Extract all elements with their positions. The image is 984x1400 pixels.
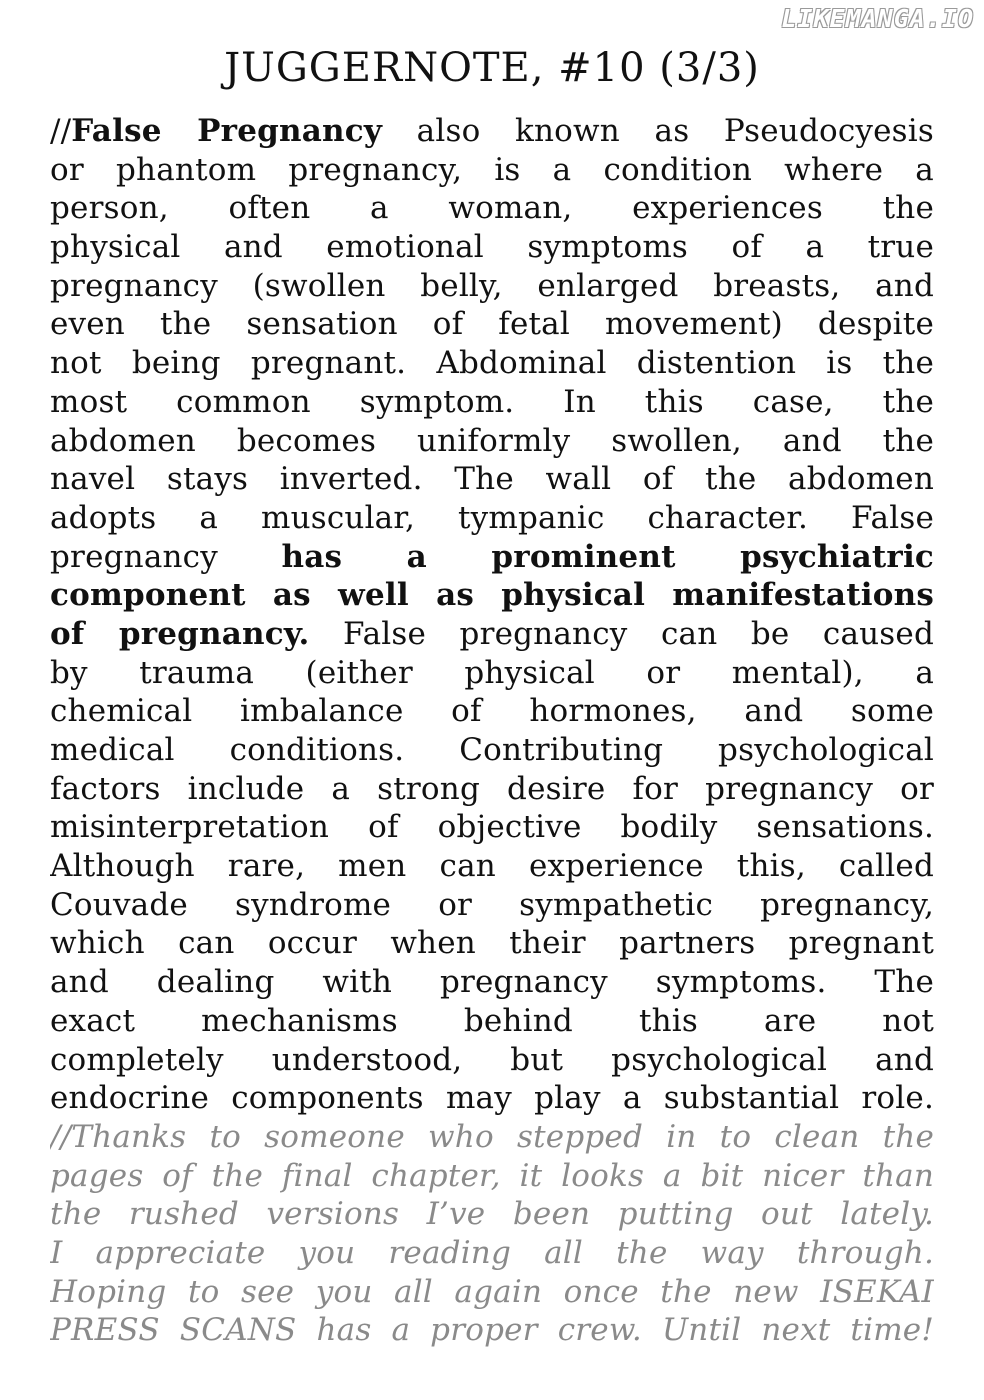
body-text: also known as Pseudocyesis (382, 113, 934, 149)
paragraph-line (50, 847, 934, 886)
note-line: Hoping to see you all again once the new ISEKAI (50, 1273, 934, 1310)
note-line: pages of the final chapter, it looks a bit nicer than (50, 1157, 934, 1194)
bold-text: has a prominent psychiatric (281, 538, 934, 575)
body-text: even the sensation of fetal movement) despite (50, 306, 934, 343)
paragraph-line (50, 770, 934, 809)
paragraph-line (50, 808, 934, 847)
paragraph-line (50, 924, 934, 963)
body-text: medical conditions. Contributing psychological (50, 732, 934, 768)
paragraph-line (50, 112, 934, 151)
body-text: which can occur when their partners pregnant (50, 925, 934, 962)
body-text: adopts a muscular, tympanic character. False (50, 499, 934, 536)
definition-paragraph (50, 112, 934, 1118)
paragraph-line (50, 1041, 934, 1080)
article-body (50, 112, 934, 1350)
paragraph-line (50, 499, 934, 538)
paragraph-line (50, 1002, 934, 1041)
body-text: // (50, 113, 72, 149)
paragraph-line (50, 383, 934, 422)
paragraph-line (50, 886, 934, 925)
paragraph-line (50, 189, 934, 228)
note-line: //Thanks to someone who stepped in to clean the (50, 1118, 934, 1155)
body-text: abdomen becomes uniformly swollen, and the (50, 422, 934, 459)
note-line: PRESS SCANS has a proper crew. Until next time! (50, 1312, 934, 1349)
paragraph-line (50, 731, 934, 770)
paragraph-line (50, 267, 934, 306)
paragraph-line (50, 615, 934, 654)
paragraph-line (50, 305, 934, 344)
body-text: False pregnancy can be caused (309, 615, 934, 652)
note-line: I appreciate you reading all the way through. (50, 1234, 934, 1271)
body-text: physical and emotional symptoms of a true (50, 229, 934, 266)
bold-text: False Pregnancy (71, 113, 383, 149)
body-text: chemical imbalance of hormones, and some (50, 693, 934, 730)
body-text: pregnancy (swollen belly, enlarged breasts, and (50, 267, 934, 304)
page-title: JUGGERNOTE, #10 (3/3) (224, 45, 760, 91)
bold-text: component as well as physical manifestations (50, 577, 934, 614)
site-watermark: LIKEMANGA.IO (781, 4, 974, 33)
body-text: most common symptom. In this case, the (50, 383, 934, 420)
body-text: endocrine components may play a substantial role. (50, 1080, 934, 1117)
paragraph-line (50, 344, 934, 383)
body-text: person, often a woman, experiences the (50, 190, 934, 227)
paragraph-line (50, 460, 934, 499)
paragraph-line (50, 538, 934, 577)
body-text: completely understood, but psychological and (50, 1041, 934, 1078)
body-text: Couvade syndrome or sympathetic pregnancy, (50, 886, 934, 923)
body-text: by trauma (either physical or mental), a (50, 654, 934, 691)
paragraph-line (50, 1079, 934, 1118)
paragraph-line (50, 692, 934, 731)
body-text: and dealing with pregnancy symptoms. The (50, 964, 934, 1001)
paragraph-line (50, 228, 934, 267)
bold-text: of pregnancy. (50, 615, 310, 652)
paragraph-line (50, 151, 934, 190)
paragraph-line (50, 963, 934, 1002)
body-text: or phantom pregnancy, is a condition where a (50, 151, 934, 188)
note-line: the rushed versions I’ve been putting out lately. (50, 1196, 934, 1233)
paragraph-line (50, 654, 934, 693)
paragraph-line (50, 576, 934, 615)
body-text: exact mechanisms behind this are not (50, 1002, 934, 1039)
body-text: not being pregnant. Abdominal distention is the (50, 345, 934, 382)
body-text: navel stays inverted. The wall of the abdomen (50, 461, 934, 498)
body-text: factors include a strong desire for pregnancy or (50, 770, 934, 807)
paragraph-line (50, 422, 934, 461)
body-text: pregnancy (50, 538, 282, 575)
body-text: Although rare, men can experience this, called (50, 848, 934, 885)
translator-note (50, 1118, 934, 1350)
body-text: misinterpretation of objective bodily sensations. (50, 809, 934, 846)
